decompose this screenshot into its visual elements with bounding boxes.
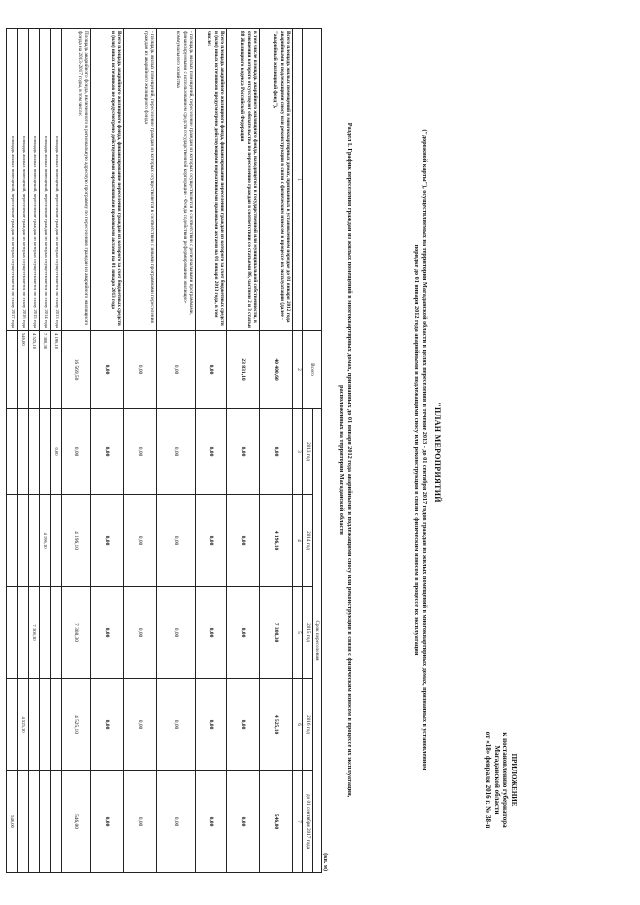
row-value-cell: 0,00 <box>157 771 196 873</box>
subrow-value-cell <box>51 771 62 873</box>
subrow-label: площадь жилых помещений, переселение граждан из которых осуществляется по этапу 2013 года <box>51 29 62 331</box>
header-year: 2015 год <box>303 587 312 679</box>
subrow-value-cell <box>18 409 29 495</box>
subrow-value-cell <box>51 495 62 587</box>
table-row <box>124 29 157 873</box>
table-row <box>62 29 91 873</box>
row-value-cell: 4 196,10 <box>62 495 91 587</box>
row-value-cell: 0,00 <box>157 679 196 771</box>
row-value-cell: 7 308,30 <box>62 587 91 679</box>
row-label: - площадь жилых помещений, переселение граждан из которых осуществляется в соответствии с иными программами переселения граждан из аварийного жилищного фонда <box>124 29 157 331</box>
subrow-total-cell: 4 525,10 <box>29 331 40 409</box>
subrow-value-cell <box>40 409 51 495</box>
subrow-value-cell: 0,00 <box>51 409 62 495</box>
appendix-line: ПРИЛОЖЕНИЕ <box>510 753 518 807</box>
row-value-cell: 0,00 <box>62 409 91 495</box>
header-year: 2016 год <box>303 679 312 771</box>
subrow-label: площадь жилых помещений, переселение граждан из которых осуществляется по этапу 2014 года <box>40 29 51 331</box>
appendix-line: к постановлению губернатора <box>501 732 510 828</box>
column-index: 5 <box>293 587 303 679</box>
row-label: - площадь жилых помещений, переселение граждан из которых осуществляется в соответствии с региональными программами, финансируемыми с использованием средств государственной корпорации - Фонда содействия реформированию жилищно-коммунального хозяйства <box>157 29 196 331</box>
table-body <box>7 29 293 873</box>
row-value-cell: 0,00 <box>196 679 227 771</box>
subrow-total-cell: 546,00 <box>18 331 29 409</box>
plan-title: "ПЛАН МЕРОПРИЯТИЙ <box>433 402 442 503</box>
column-index: 7 <box>293 771 303 873</box>
row-value-cell: 546,00 <box>260 771 293 873</box>
subrow-value-cell <box>7 495 18 587</box>
column-index: 1 <box>293 29 303 331</box>
table-subrow <box>40 29 51 873</box>
header-year: 2013 год <box>303 409 312 495</box>
section-title: Раздел I. График переселения граждан из жилых помещений в многоквартирных домах, признанных до 01 января 2012 года аварийными и подлежащими сносу или реконструкции в связи с физическим износом в процессе их эксплуатации, расположенных на территории Магаданской области <box>338 122 353 798</box>
header-year: 2014 год <box>303 495 312 587</box>
row-value-cell: 0,00 <box>196 587 227 679</box>
header-total: Всего <box>303 331 322 409</box>
subrow-total-cell: 4 196,10 <box>51 331 62 409</box>
column-index: 4 <box>293 495 303 587</box>
row-total-cell: 16 569,50 <box>62 331 91 409</box>
row-value-cell: 0,00 <box>260 409 293 495</box>
row-value-cell: 0,00 <box>227 771 260 873</box>
subrow-value-cell <box>51 679 62 771</box>
row-label: Всего площадь аварийного жилищного фонда, финансирование переселения граждан из которого за счет бюджетных средств и (или) иных источников не предусмотрено действующими нормативными правовыми актами на 01 января 2013 года <box>91 29 124 331</box>
subrow-value-cell: 4 196,10 <box>40 495 51 587</box>
subrow-value-cell <box>40 679 51 771</box>
row-label: Площадь аварийного фонда, включенного в региональную адресную программу по переселению граждан из аварийного жилищного фонда на 2013-2017 годы, в том числе: <box>62 29 91 331</box>
table-subrow <box>29 29 40 873</box>
subrow-value-cell <box>40 587 51 679</box>
row-total-cell: 23 831,10 <box>227 331 260 409</box>
row-value-cell: 0,00 <box>124 771 157 873</box>
subrow-value-cell <box>51 587 62 679</box>
row-value-cell: 0,00 <box>157 587 196 679</box>
subrow-total-cell: 7 308,30 <box>40 331 51 409</box>
subrow-value-cell: 7 308,30 <box>29 587 40 679</box>
row-value-cell: 0,00 <box>227 495 260 587</box>
table-subrow <box>18 29 29 873</box>
row-value-cell: 0,00 <box>227 587 260 679</box>
row-total-cell: 40 400,60 <box>260 331 293 409</box>
subrow-value-cell <box>29 771 40 873</box>
appendix-line: от «18» февраля 2016 г. № 38-п <box>484 731 493 829</box>
row-value-cell: 0,00 <box>91 679 124 771</box>
subrow-value-cell <box>7 587 18 679</box>
subrow-value-cell <box>18 771 29 873</box>
subrow-value-cell <box>29 495 40 587</box>
row-label: в том числе площадь аварийного жилищного фонда, находящегося в государственной или муниципальной собственности, в отношении которого отсутствуют обязательства по переселению граждан в соответствии со статьями 86, частями 2 и 3 статьи 88 Жилищного кодекса Российской Федерации <box>227 29 260 331</box>
subrow-value-cell <box>29 679 40 771</box>
units-label: (кв. м) <box>322 853 328 871</box>
row-value-cell: 7 308,30 <box>260 587 293 679</box>
table-subrow <box>7 29 18 873</box>
column-index: 6 <box>293 679 303 771</box>
table-row <box>91 29 124 873</box>
row-value-cell: 0,00 <box>124 409 157 495</box>
row-total-cell: 0,00 <box>124 331 157 409</box>
table-row <box>260 29 293 873</box>
subrow-total-cell <box>7 331 18 409</box>
subrow-value-cell: 4 525,10 <box>18 679 29 771</box>
row-total-cell: 0,00 <box>91 331 124 409</box>
row-label: Всего площадь аварийного жилищного фонда, финансирование переселения граждан из которого за счет бюджетных средств и (или) иных источников предусмотрено действующими нормативными правовыми актами на 01 января 2013 года, в том числе: <box>196 29 227 331</box>
appendix-line: Магаданской области <box>493 745 501 815</box>
subrow-value-cell <box>7 409 18 495</box>
row-value-cell: 546,00 <box>62 771 91 873</box>
subrow-value-cell <box>29 409 40 495</box>
column-index: 3 <box>293 409 303 495</box>
row-value-cell: 0,00 <box>227 409 260 495</box>
subrow-label: площадь жилых помещений, переселение граждан из которых осуществляется по этапу 2016 года <box>18 29 29 331</box>
row-value-cell: 0,00 <box>157 409 196 495</box>
table-row <box>227 29 260 873</box>
plan-subtitle: ("дорожной карты"), осуществляемых на территории Магаданской области в целях переселения в течение 2013 - до 01 сентября 2017 годов граждан из жилых помещений в многоквартирных домах, признанных в установленном порядке до 01 января 2012 года аварийными и подлежащими сносу или реконструкции в связи с физическим износом в процессе их эксплуатации <box>413 129 428 771</box>
header-year: до 01 сентября 2017 года <box>303 771 312 873</box>
column-index: 2 <box>293 331 303 409</box>
row-value-cell: 4 196,10 <box>260 495 293 587</box>
row-total-cell: 0,00 <box>196 331 227 409</box>
row-total-cell: 0,00 <box>157 331 196 409</box>
subrow-value-cell <box>40 771 51 873</box>
appendix-block <box>484 695 518 865</box>
row-value-cell: 0,00 <box>91 409 124 495</box>
row-value-cell: 0,00 <box>196 495 227 587</box>
subrow-value-cell <box>18 587 29 679</box>
row-value-cell: 4 525,10 <box>62 679 91 771</box>
row-value-cell: 4 525,10 <box>260 679 293 771</box>
row-label: Всего площадь жилых помещений в многоквартирных домах, признанных в установленном порядке до 01 января 2012 года аварийными и подлежащими сносу или реконструкции в связи с физическим износом в процессе их эксплуатации (далее - "аварийный жилищный фонд"), <box>260 29 293 331</box>
subrow-value-cell <box>7 679 18 771</box>
row-value-cell: 0,00 <box>91 771 124 873</box>
row-value-cell: 0,00 <box>124 587 157 679</box>
table-row <box>196 29 227 873</box>
row-value-cell: 0,00 <box>124 679 157 771</box>
row-value-cell: 0,00 <box>91 587 124 679</box>
resettlement-table <box>6 28 322 873</box>
row-value-cell: 0,00 <box>227 679 260 771</box>
subrow-value-cell <box>18 495 29 587</box>
row-value-cell: 0,00 <box>124 495 157 587</box>
row-value-cell: 0,00 <box>157 495 196 587</box>
subrow-label: площадь жилых помещений, переселение граждан из которых осуществляется по этапу 2015 года <box>29 29 40 331</box>
header-period: Срок переселения <box>312 409 321 873</box>
table-subrow <box>51 29 62 873</box>
row-value-cell: 0,00 <box>196 771 227 873</box>
row-value-cell: 0,00 <box>196 409 227 495</box>
header-blank <box>303 29 322 331</box>
subrow-label: площадь жилых помещений, переселение граждан из которых осуществляется по этапу 2017 года <box>7 29 18 331</box>
row-value-cell: 0,00 <box>91 495 124 587</box>
table-row <box>157 29 196 873</box>
subrow-value-cell: 546,00 <box>7 771 18 873</box>
